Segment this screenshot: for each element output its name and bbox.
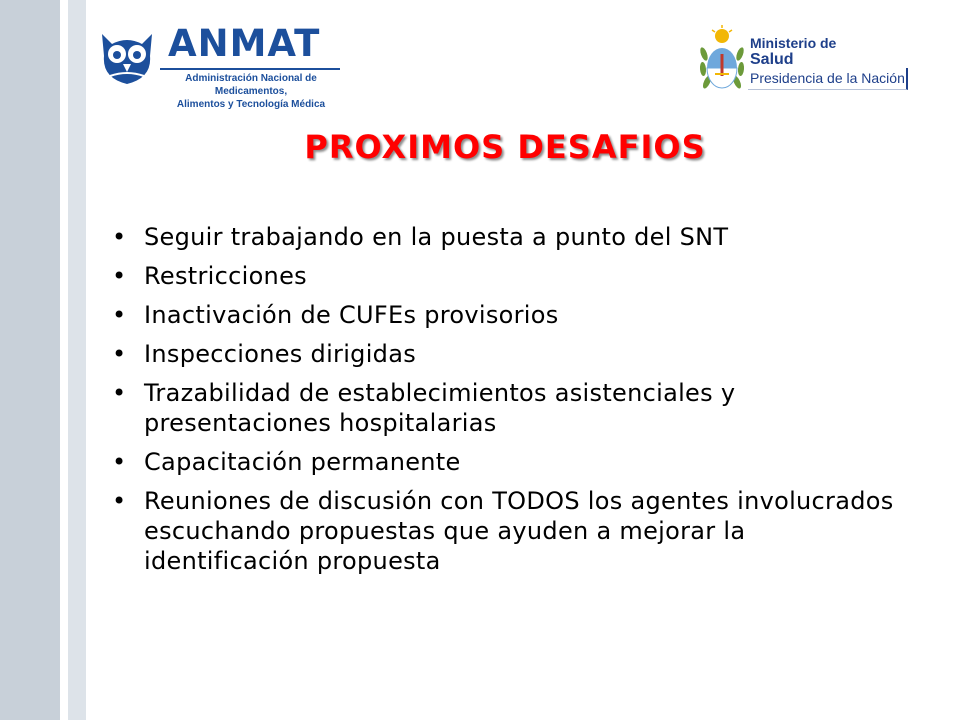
bullet-item xyxy=(108,447,908,477)
bullet-list xyxy=(108,222,908,585)
bullet-text: Trazabilidad de establecimientos asistenciales y presentaciones hospitalarias xyxy=(144,379,736,437)
ministerio-logo xyxy=(698,24,918,100)
anmat-logo xyxy=(96,22,346,110)
bullet-item xyxy=(108,300,908,330)
slide-title: PROXIMOS DESAFIOS xyxy=(304,128,706,166)
national-seal-icon xyxy=(698,24,746,98)
bullet-text: Inactivación de CUFEs provisorios xyxy=(144,301,559,329)
bullet-dot: • xyxy=(112,340,127,368)
bullet-text: Seguir trabajando en la puesta a punto del SNT xyxy=(144,223,729,251)
bullet-text: Restricciones xyxy=(144,262,307,290)
bullet-dot: • xyxy=(112,487,127,515)
bullet-item xyxy=(108,261,908,291)
anmat-divider xyxy=(160,68,340,70)
anmat-name: ANMAT xyxy=(168,22,321,65)
ministerio-line1: Ministerio de xyxy=(750,35,837,51)
ministerio-line3: Presidencia de la Nación xyxy=(750,70,905,86)
bullet-text: Inspecciones dirigidas xyxy=(144,340,417,368)
anmat-subtitle-line1: Administración Nacional de Medicamentos, xyxy=(185,73,317,97)
left-stripe-thin xyxy=(68,0,86,720)
bullet-dot: • xyxy=(112,262,127,290)
bullet-item xyxy=(108,222,908,252)
bullet-text: Reuniones de discusión con TODOS los agentes involucrados escuchando propuestas que ayuden a mejorar la identificación propuesta xyxy=(144,487,894,575)
anmat-subtitle xyxy=(160,72,342,111)
bullet-dot: • xyxy=(112,379,127,407)
bullet-dot: • xyxy=(112,223,127,251)
owl-icon xyxy=(96,26,158,88)
left-stripe-gap xyxy=(60,0,68,720)
left-stripe xyxy=(0,0,60,720)
ministerio-line2: Salud xyxy=(750,51,794,68)
bullet-dot: • xyxy=(112,448,127,476)
anmat-subtitle-line2: Alimentos y Tecnología Médica xyxy=(176,99,326,110)
bullet-item xyxy=(108,486,908,576)
bullet-text: Capacitación permanente xyxy=(144,448,461,476)
bullet-dot: • xyxy=(112,301,127,329)
bullet-item xyxy=(108,378,908,438)
bullet-item xyxy=(108,339,908,369)
